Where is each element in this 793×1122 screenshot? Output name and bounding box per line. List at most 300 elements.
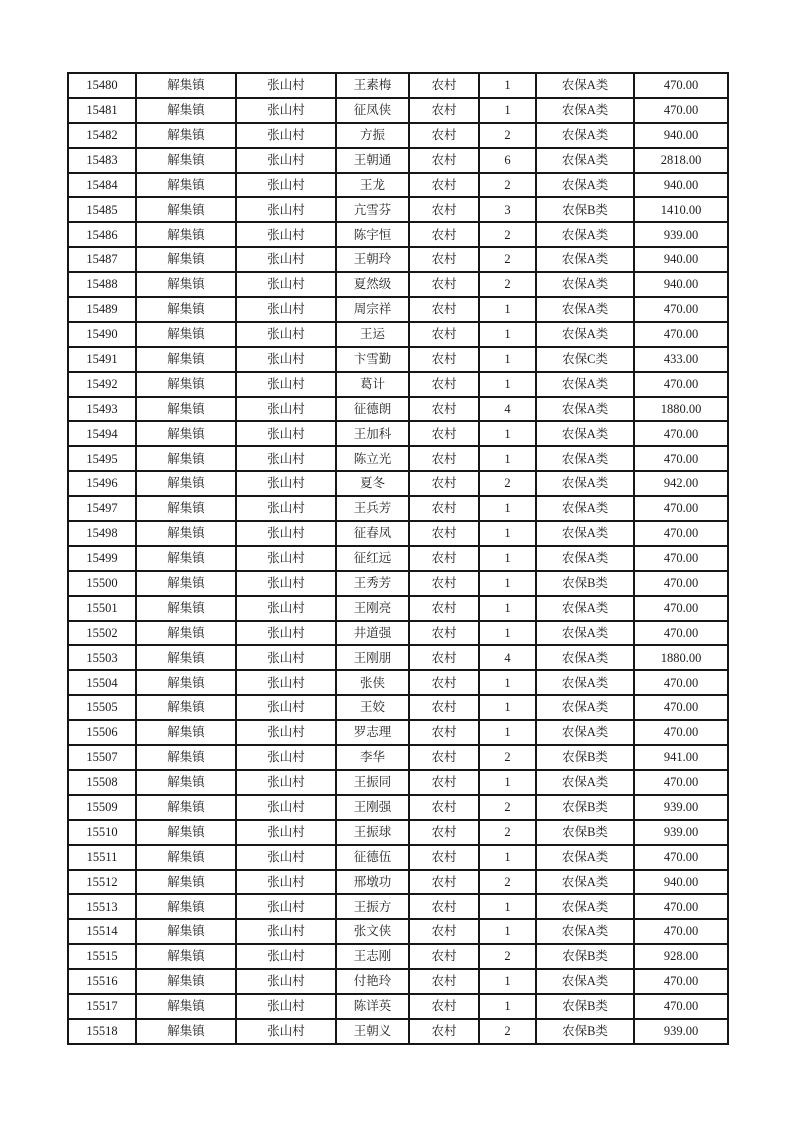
table-row	[68, 123, 728, 148]
person-name-cell: 王振方	[336, 894, 409, 919]
insurance-class-cell: 农保A类	[536, 645, 634, 670]
person-count-cell: 2	[479, 247, 536, 272]
amount-cell: 470.00	[634, 670, 728, 695]
household-type-cell: 农村	[409, 919, 479, 944]
person-name-cell: 夏然级	[336, 272, 409, 297]
town-cell: 解集镇	[136, 919, 236, 944]
town-cell: 解集镇	[136, 670, 236, 695]
insurance-class-cell: 农保A类	[536, 894, 634, 919]
amount-cell: 2818.00	[634, 148, 728, 173]
person-count-cell: 1	[479, 621, 536, 646]
insurance-class-cell: 农保A类	[536, 471, 634, 496]
insurance-class-cell: 农保A类	[536, 421, 634, 446]
person-count-cell: 2	[479, 944, 536, 969]
village-cell: 张山村	[236, 894, 336, 919]
person-count-cell: 2	[479, 745, 536, 770]
person-name-cell: 王龙	[336, 173, 409, 198]
person-name-cell: 王素梅	[336, 73, 409, 98]
person-name-cell: 王兵芳	[336, 496, 409, 521]
record-id-cell: 15494	[68, 421, 136, 446]
record-id-cell: 15498	[68, 521, 136, 546]
person-count-cell: 2	[479, 1019, 536, 1044]
table-row	[68, 894, 728, 919]
household-type-cell: 农村	[409, 969, 479, 994]
town-cell: 解集镇	[136, 397, 236, 422]
household-type-cell: 农村	[409, 645, 479, 670]
household-type-cell: 农村	[409, 123, 479, 148]
person-name-cell: 王刚朋	[336, 645, 409, 670]
amount-cell: 928.00	[634, 944, 728, 969]
amount-cell: 470.00	[634, 894, 728, 919]
amount-cell: 1880.00	[634, 397, 728, 422]
insurance-class-cell: 农保A类	[536, 372, 634, 397]
person-name-cell: 周宗祥	[336, 297, 409, 322]
amount-cell: 470.00	[634, 446, 728, 471]
amount-cell: 470.00	[634, 919, 728, 944]
insurance-class-cell: 农保B类	[536, 745, 634, 770]
household-type-cell: 农村	[409, 247, 479, 272]
insurance-class-cell: 农保A类	[536, 297, 634, 322]
village-cell: 张山村	[236, 421, 336, 446]
town-cell: 解集镇	[136, 745, 236, 770]
insurance-class-cell: 农保A类	[536, 695, 634, 720]
village-cell: 张山村	[236, 695, 336, 720]
table-row	[68, 322, 728, 347]
amount-cell: 939.00	[634, 222, 728, 247]
village-cell: 张山村	[236, 148, 336, 173]
village-cell: 张山村	[236, 969, 336, 994]
household-type-cell: 农村	[409, 870, 479, 895]
person-name-cell: 井道强	[336, 621, 409, 646]
record-id-cell: 15516	[68, 969, 136, 994]
amount-cell: 470.00	[634, 496, 728, 521]
person-count-cell: 1	[479, 770, 536, 795]
record-id-cell: 15501	[68, 596, 136, 621]
town-cell: 解集镇	[136, 247, 236, 272]
record-id-cell: 15488	[68, 272, 136, 297]
table-row	[68, 621, 728, 646]
person-name-cell: 王刚亮	[336, 596, 409, 621]
village-cell: 张山村	[236, 1019, 336, 1044]
table-row	[68, 720, 728, 745]
person-count-cell: 1	[479, 98, 536, 123]
town-cell: 解集镇	[136, 98, 236, 123]
amount-cell: 940.00	[634, 123, 728, 148]
table-row	[68, 446, 728, 471]
household-type-cell: 农村	[409, 1019, 479, 1044]
insurance-class-cell: 农保A类	[536, 870, 634, 895]
household-type-cell: 农村	[409, 845, 479, 870]
table-row	[68, 148, 728, 173]
person-name-cell: 王振球	[336, 820, 409, 845]
table-row	[68, 272, 728, 297]
person-count-cell: 1	[479, 695, 536, 720]
person-count-cell: 1	[479, 347, 536, 372]
village-cell: 张山村	[236, 870, 336, 895]
insurance-class-cell: 农保A类	[536, 496, 634, 521]
person-name-cell: 李华	[336, 745, 409, 770]
household-type-cell: 农村	[409, 173, 479, 198]
record-id-cell: 15491	[68, 347, 136, 372]
household-type-cell: 农村	[409, 347, 479, 372]
town-cell: 解集镇	[136, 123, 236, 148]
insurance-class-cell: 农保A类	[536, 969, 634, 994]
amount-cell: 470.00	[634, 695, 728, 720]
table-row	[68, 546, 728, 571]
amount-cell: 941.00	[634, 745, 728, 770]
village-cell: 张山村	[236, 397, 336, 422]
village-cell: 张山村	[236, 197, 336, 222]
person-name-cell: 征红远	[336, 546, 409, 571]
town-cell: 解集镇	[136, 421, 236, 446]
insurance-class-cell: 农保A类	[536, 670, 634, 695]
record-id-cell: 15485	[68, 197, 136, 222]
record-id-cell: 15512	[68, 870, 136, 895]
record-id-cell: 15507	[68, 745, 136, 770]
amount-cell: 470.00	[634, 596, 728, 621]
village-cell: 张山村	[236, 446, 336, 471]
person-name-cell: 王加科	[336, 421, 409, 446]
person-count-cell: 4	[479, 397, 536, 422]
insurance-class-cell: 农保A类	[536, 222, 634, 247]
record-id-cell: 15486	[68, 222, 136, 247]
person-count-cell: 2	[479, 820, 536, 845]
household-type-cell: 农村	[409, 197, 479, 222]
person-name-cell: 方振	[336, 123, 409, 148]
household-type-cell: 农村	[409, 546, 479, 571]
amount-cell: 470.00	[634, 421, 728, 446]
table-row	[68, 173, 728, 198]
household-type-cell: 农村	[409, 720, 479, 745]
insurance-class-cell: 农保A类	[536, 596, 634, 621]
village-cell: 张山村	[236, 994, 336, 1019]
village-cell: 张山村	[236, 372, 336, 397]
table-row	[68, 297, 728, 322]
table-row	[68, 745, 728, 770]
person-name-cell: 陈详英	[336, 994, 409, 1019]
person-count-cell: 1	[479, 969, 536, 994]
insurance-class-cell: 农保A类	[536, 98, 634, 123]
household-type-cell: 农村	[409, 770, 479, 795]
town-cell: 解集镇	[136, 297, 236, 322]
table-row	[68, 222, 728, 247]
household-type-cell: 农村	[409, 571, 479, 596]
household-type-cell: 农村	[409, 272, 479, 297]
town-cell: 解集镇	[136, 795, 236, 820]
amount-cell: 940.00	[634, 272, 728, 297]
town-cell: 解集镇	[136, 571, 236, 596]
table-row	[68, 645, 728, 670]
person-count-cell: 1	[479, 297, 536, 322]
amount-cell: 470.00	[634, 322, 728, 347]
amount-cell: 470.00	[634, 770, 728, 795]
village-cell: 张山村	[236, 521, 336, 546]
record-id-cell: 15500	[68, 571, 136, 596]
person-count-cell: 1	[479, 322, 536, 347]
insurance-class-cell: 农保A类	[536, 73, 634, 98]
person-name-cell: 征德朗	[336, 397, 409, 422]
amount-cell: 939.00	[634, 1019, 728, 1044]
person-name-cell: 征凤侠	[336, 98, 409, 123]
village-cell: 张山村	[236, 845, 336, 870]
person-count-cell: 2	[479, 272, 536, 297]
person-name-cell: 王振同	[336, 770, 409, 795]
town-cell: 解集镇	[136, 695, 236, 720]
amount-cell: 470.00	[634, 969, 728, 994]
person-name-cell: 王朝通	[336, 148, 409, 173]
amount-cell: 1410.00	[634, 197, 728, 222]
person-count-cell: 1	[479, 596, 536, 621]
table-row	[68, 421, 728, 446]
insurance-class-cell: 农保A类	[536, 621, 634, 646]
person-count-cell: 1	[479, 496, 536, 521]
insurance-class-cell: 农保A类	[536, 247, 634, 272]
household-type-cell: 农村	[409, 297, 479, 322]
household-type-cell: 农村	[409, 471, 479, 496]
table-row	[68, 994, 728, 1019]
household-type-cell: 农村	[409, 944, 479, 969]
town-cell: 解集镇	[136, 347, 236, 372]
table-row	[68, 372, 728, 397]
record-id-cell: 15503	[68, 645, 136, 670]
amount-cell: 939.00	[634, 795, 728, 820]
insurance-class-cell: 农保B类	[536, 820, 634, 845]
record-id-cell: 15496	[68, 471, 136, 496]
person-count-cell: 1	[479, 521, 536, 546]
town-cell: 解集镇	[136, 148, 236, 173]
town-cell: 解集镇	[136, 969, 236, 994]
household-type-cell: 农村	[409, 596, 479, 621]
insurance-class-cell: 农保A类	[536, 272, 634, 297]
person-count-cell: 2	[479, 795, 536, 820]
household-type-cell: 农村	[409, 98, 479, 123]
table-row	[68, 347, 728, 372]
village-cell: 张山村	[236, 919, 336, 944]
village-cell: 张山村	[236, 596, 336, 621]
table-row	[68, 571, 728, 596]
amount-cell: 942.00	[634, 471, 728, 496]
amount-cell: 470.00	[634, 621, 728, 646]
amount-cell: 470.00	[634, 571, 728, 596]
insurance-class-cell: 农保A类	[536, 845, 634, 870]
records-table	[67, 72, 729, 1045]
record-id-cell: 15517	[68, 994, 136, 1019]
record-id-cell: 15493	[68, 397, 136, 422]
town-cell: 解集镇	[136, 521, 236, 546]
amount-cell: 470.00	[634, 297, 728, 322]
insurance-class-cell: 农保A类	[536, 720, 634, 745]
table-row	[68, 944, 728, 969]
village-cell: 张山村	[236, 123, 336, 148]
town-cell: 解集镇	[136, 322, 236, 347]
village-cell: 张山村	[236, 795, 336, 820]
record-id-cell: 15499	[68, 546, 136, 571]
amount-cell: 940.00	[634, 870, 728, 895]
person-count-cell: 1	[479, 546, 536, 571]
person-count-cell: 1	[479, 720, 536, 745]
record-id-cell: 15481	[68, 98, 136, 123]
person-name-cell: 王朝玲	[336, 247, 409, 272]
insurance-class-cell: 农保A类	[536, 397, 634, 422]
record-id-cell: 15505	[68, 695, 136, 720]
household-type-cell: 农村	[409, 496, 479, 521]
record-id-cell: 15484	[68, 173, 136, 198]
town-cell: 解集镇	[136, 222, 236, 247]
insurance-class-cell: 农保A类	[536, 446, 634, 471]
record-id-cell: 15511	[68, 845, 136, 870]
person-name-cell: 邢墩功	[336, 870, 409, 895]
village-cell: 张山村	[236, 347, 336, 372]
village-cell: 张山村	[236, 621, 336, 646]
table-row	[68, 919, 728, 944]
table-row	[68, 73, 728, 98]
person-name-cell: 陈宇恒	[336, 222, 409, 247]
record-id-cell: 15506	[68, 720, 136, 745]
amount-cell: 470.00	[634, 372, 728, 397]
insurance-class-cell: 农保A类	[536, 322, 634, 347]
village-cell: 张山村	[236, 571, 336, 596]
town-cell: 解集镇	[136, 870, 236, 895]
household-type-cell: 农村	[409, 222, 479, 247]
amount-cell: 940.00	[634, 173, 728, 198]
records-table-body	[68, 73, 728, 1044]
table-row	[68, 1019, 728, 1044]
town-cell: 解集镇	[136, 596, 236, 621]
person-count-cell: 1	[479, 571, 536, 596]
town-cell: 解集镇	[136, 944, 236, 969]
household-type-cell: 农村	[409, 894, 479, 919]
insurance-class-cell: 农保B类	[536, 795, 634, 820]
record-id-cell: 15514	[68, 919, 136, 944]
amount-cell: 470.00	[634, 73, 728, 98]
person-count-cell: 1	[479, 372, 536, 397]
record-id-cell: 15489	[68, 297, 136, 322]
village-cell: 张山村	[236, 770, 336, 795]
record-id-cell: 15510	[68, 820, 136, 845]
village-cell: 张山村	[236, 471, 336, 496]
table-row	[68, 820, 728, 845]
household-type-cell: 农村	[409, 994, 479, 1019]
record-id-cell: 15504	[68, 670, 136, 695]
insurance-class-cell: 农保A类	[536, 770, 634, 795]
village-cell: 张山村	[236, 73, 336, 98]
village-cell: 张山村	[236, 173, 336, 198]
table-row	[68, 596, 728, 621]
town-cell: 解集镇	[136, 1019, 236, 1044]
table-row	[68, 197, 728, 222]
village-cell: 张山村	[236, 645, 336, 670]
person-count-cell: 2	[479, 870, 536, 895]
village-cell: 张山村	[236, 745, 336, 770]
table-row	[68, 870, 728, 895]
household-type-cell: 农村	[409, 795, 479, 820]
record-id-cell: 15508	[68, 770, 136, 795]
record-id-cell: 15513	[68, 894, 136, 919]
town-cell: 解集镇	[136, 496, 236, 521]
person-name-cell: 付艳玲	[336, 969, 409, 994]
insurance-class-cell: 农保A类	[536, 148, 634, 173]
person-count-cell: 1	[479, 894, 536, 919]
town-cell: 解集镇	[136, 197, 236, 222]
amount-cell: 470.00	[634, 994, 728, 1019]
insurance-class-cell: 农保A类	[536, 546, 634, 571]
person-name-cell: 张文侠	[336, 919, 409, 944]
person-count-cell: 2	[479, 471, 536, 496]
table-row	[68, 770, 728, 795]
person-count-cell: 1	[479, 670, 536, 695]
amount-cell: 433.00	[634, 347, 728, 372]
person-count-cell: 1	[479, 73, 536, 98]
person-count-cell: 1	[479, 446, 536, 471]
village-cell: 张山村	[236, 496, 336, 521]
village-cell: 张山村	[236, 98, 336, 123]
insurance-class-cell: 农保A类	[536, 123, 634, 148]
person-name-cell: 王运	[336, 322, 409, 347]
insurance-class-cell: 农保B类	[536, 994, 634, 1019]
person-count-cell: 2	[479, 173, 536, 198]
person-count-cell: 1	[479, 919, 536, 944]
person-name-cell: 王姣	[336, 695, 409, 720]
insurance-class-cell: 农保B类	[536, 571, 634, 596]
town-cell: 解集镇	[136, 820, 236, 845]
record-id-cell: 15490	[68, 322, 136, 347]
person-count-cell: 1	[479, 994, 536, 1019]
person-count-cell: 1	[479, 845, 536, 870]
person-count-cell: 2	[479, 222, 536, 247]
household-type-cell: 农村	[409, 372, 479, 397]
amount-cell: 470.00	[634, 521, 728, 546]
person-count-cell: 1	[479, 421, 536, 446]
town-cell: 解集镇	[136, 621, 236, 646]
person-count-cell: 3	[479, 197, 536, 222]
village-cell: 张山村	[236, 222, 336, 247]
table-row	[68, 695, 728, 720]
person-name-cell: 陈立光	[336, 446, 409, 471]
household-type-cell: 农村	[409, 322, 479, 347]
village-cell: 张山村	[236, 322, 336, 347]
insurance-class-cell: 农保A类	[536, 173, 634, 198]
household-type-cell: 农村	[409, 397, 479, 422]
amount-cell: 470.00	[634, 720, 728, 745]
insurance-class-cell: 农保B类	[536, 944, 634, 969]
person-name-cell: 王朝义	[336, 1019, 409, 1044]
village-cell: 张山村	[236, 546, 336, 571]
amount-cell: 939.00	[634, 820, 728, 845]
amount-cell: 940.00	[634, 247, 728, 272]
person-name-cell: 卞雪勤	[336, 347, 409, 372]
household-type-cell: 农村	[409, 421, 479, 446]
town-cell: 解集镇	[136, 471, 236, 496]
record-id-cell: 15518	[68, 1019, 136, 1044]
person-name-cell: 葛计	[336, 372, 409, 397]
insurance-class-cell: 农保B类	[536, 1019, 634, 1044]
person-name-cell: 王志刚	[336, 944, 409, 969]
amount-cell: 470.00	[634, 546, 728, 571]
household-type-cell: 农村	[409, 695, 479, 720]
village-cell: 张山村	[236, 272, 336, 297]
record-id-cell: 15483	[68, 148, 136, 173]
person-name-cell: 王秀芳	[336, 571, 409, 596]
village-cell: 张山村	[236, 720, 336, 745]
record-id-cell: 15502	[68, 621, 136, 646]
insurance-class-cell: 农保A类	[536, 521, 634, 546]
person-count-cell: 2	[479, 123, 536, 148]
table-row	[68, 496, 728, 521]
town-cell: 解集镇	[136, 446, 236, 471]
insurance-class-cell: 农保C类	[536, 347, 634, 372]
record-id-cell: 15480	[68, 73, 136, 98]
town-cell: 解集镇	[136, 546, 236, 571]
